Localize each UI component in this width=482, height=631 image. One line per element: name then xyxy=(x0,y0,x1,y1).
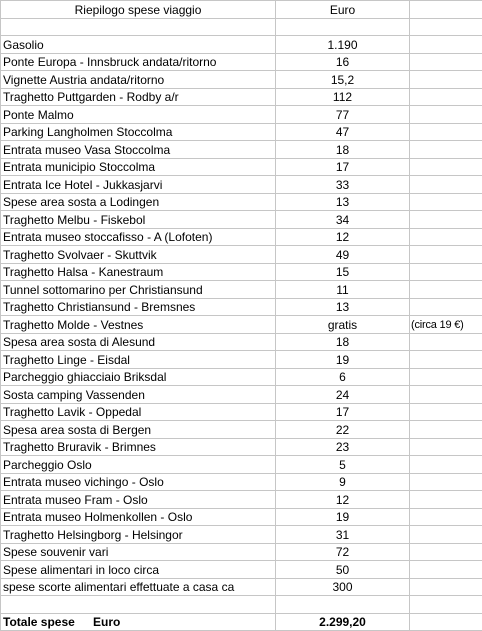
table-row xyxy=(1,53,482,71)
table-row xyxy=(1,421,482,439)
expense-amount[interactable]: 31 xyxy=(276,526,410,544)
expense-amount[interactable]: 19 xyxy=(276,351,410,369)
expense-description[interactable]: spese scorte alimentari effettuate a casa ca xyxy=(1,578,276,596)
table-row xyxy=(1,71,482,89)
expense-amount[interactable]: 33 xyxy=(276,176,410,194)
empty-cell[interactable] xyxy=(410,596,482,614)
empty-cell[interactable] xyxy=(410,18,482,36)
expense-note[interactable] xyxy=(410,193,482,211)
table-row xyxy=(1,123,482,141)
table-row xyxy=(1,368,482,386)
table-row xyxy=(1,36,482,54)
expense-note[interactable] xyxy=(410,403,482,421)
expense-note[interactable] xyxy=(410,123,482,141)
expense-amount[interactable]: 19 xyxy=(276,508,410,526)
expense-amount[interactable]: 72 xyxy=(276,543,410,561)
empty-cell[interactable] xyxy=(276,596,410,614)
expense-note[interactable] xyxy=(410,508,482,526)
expense-note[interactable] xyxy=(410,351,482,369)
expense-amount[interactable]: 12 xyxy=(276,228,410,246)
expense-amount[interactable]: 17 xyxy=(276,158,410,176)
expense-note[interactable] xyxy=(410,228,482,246)
expense-description[interactable]: Traghetto Svolvaer - Skuttvik xyxy=(1,246,276,264)
expense-amount[interactable]: 50 xyxy=(276,561,410,579)
table-row xyxy=(1,176,482,194)
expense-amount[interactable]: 112 xyxy=(276,88,410,106)
table-row xyxy=(1,403,482,421)
expense-description[interactable]: Entrata museo Holmenkollen - Oslo xyxy=(1,508,276,526)
table-row xyxy=(1,228,482,246)
table-row xyxy=(1,578,482,596)
expense-amount[interactable]: 18 xyxy=(276,141,410,159)
table-row xyxy=(1,88,482,106)
expense-description[interactable]: Ponte Europa - Innsbruck andata/ritorno xyxy=(1,53,276,71)
expense-description[interactable]: Traghetto Lavik - Oppedal xyxy=(1,403,276,421)
table-row xyxy=(1,141,482,159)
table-row xyxy=(1,491,482,509)
table-row xyxy=(1,543,482,561)
expense-amount[interactable]: 18 xyxy=(276,333,410,351)
table-row xyxy=(1,211,482,229)
expense-note[interactable] xyxy=(410,473,482,491)
empty-cell[interactable] xyxy=(1,18,276,36)
header-row xyxy=(1,1,482,19)
expense-description[interactable]: Traghetto Halsa - Kanestraum xyxy=(1,263,276,281)
expense-amount[interactable]: 16 xyxy=(276,53,410,71)
blank-row xyxy=(1,18,482,36)
expense-description[interactable]: Entrata museo vichingo - Oslo xyxy=(1,473,276,491)
table-row xyxy=(1,193,482,211)
table-row xyxy=(1,386,482,404)
expense-description[interactable]: Entrata Ice Hotel - Jukkasjarvi xyxy=(1,176,276,194)
expense-note[interactable] xyxy=(410,211,482,229)
expense-amount[interactable]: 22 xyxy=(276,421,410,439)
table-row xyxy=(1,526,482,544)
sheet-title[interactable]: Riepilogo spese viaggio xyxy=(1,1,276,19)
expense-description[interactable]: Spese souvenir vari xyxy=(1,543,276,561)
expense-note[interactable] xyxy=(410,158,482,176)
table-row xyxy=(1,316,482,334)
expense-description[interactable]: Entrata museo Vasa Stoccolma xyxy=(1,141,276,159)
expense-amount[interactable]: 13 xyxy=(276,298,410,316)
blank-row xyxy=(1,596,482,614)
expense-description[interactable]: Traghetto Linge - Eisdal xyxy=(1,351,276,369)
expense-description[interactable]: Tunnel sottomarino per Christiansund xyxy=(1,281,276,299)
table-row xyxy=(1,456,482,474)
expense-note[interactable] xyxy=(410,246,482,264)
expense-amount[interactable]: gratis xyxy=(276,316,410,334)
expense-note[interactable] xyxy=(410,106,482,124)
table-row xyxy=(1,158,482,176)
expense-amount[interactable]: 12 xyxy=(276,491,410,509)
table-row xyxy=(1,508,482,526)
expense-note[interactable] xyxy=(410,456,482,474)
table-row xyxy=(1,438,482,456)
table-row xyxy=(1,561,482,579)
expense-amount[interactable]: 300 xyxy=(276,578,410,596)
expense-description[interactable]: Parcheggio Oslo xyxy=(1,456,276,474)
expense-amount[interactable]: 34 xyxy=(276,211,410,229)
expense-note[interactable] xyxy=(410,438,482,456)
expense-amount[interactable]: 47 xyxy=(276,123,410,141)
expense-note[interactable] xyxy=(410,421,482,439)
expense-description[interactable]: Entrata museo Fram - Oslo xyxy=(1,491,276,509)
expense-description[interactable]: Parking Langholmen Stoccolma xyxy=(1,123,276,141)
expense-note[interactable] xyxy=(410,578,482,596)
expense-description[interactable]: Parcheggio ghiacciaio Briksdal xyxy=(1,368,276,386)
expense-sheet-body xyxy=(1,1,482,631)
table-row xyxy=(1,263,482,281)
table-row xyxy=(1,333,482,351)
expense-description[interactable]: Entrata municipio Stoccolma xyxy=(1,158,276,176)
expense-amount[interactable]: 17 xyxy=(276,403,410,421)
expense-description[interactable]: Gasolio xyxy=(1,36,276,54)
expense-note[interactable] xyxy=(410,53,482,71)
expense-note[interactable] xyxy=(410,491,482,509)
expense-note[interactable] xyxy=(410,71,482,89)
expense-amount[interactable]: 77 xyxy=(276,106,410,124)
expense-note[interactable] xyxy=(410,386,482,404)
empty-cell[interactable] xyxy=(410,1,482,19)
empty-cell[interactable] xyxy=(276,18,410,36)
expense-description[interactable]: Spese area sosta a Lodingen xyxy=(1,193,276,211)
total-amount[interactable]: 2.299,20 xyxy=(276,613,410,631)
expense-amount[interactable]: 9 xyxy=(276,473,410,491)
currency-header[interactable]: Euro xyxy=(276,1,410,19)
expense-note[interactable] xyxy=(410,281,482,299)
expense-amount[interactable]: 13 xyxy=(276,193,410,211)
table-row xyxy=(1,106,482,124)
expense-note[interactable] xyxy=(410,526,482,544)
expense-description[interactable]: Traghetto Melbu - Fiskebol xyxy=(1,211,276,229)
expense-note[interactable]: (circa 19 €) xyxy=(410,316,482,334)
table-row xyxy=(1,246,482,264)
expense-amount[interactable]: 15 xyxy=(276,263,410,281)
expense-amount[interactable]: 11 xyxy=(276,281,410,299)
expense-note[interactable] xyxy=(410,36,482,54)
empty-cell[interactable] xyxy=(1,596,276,614)
expense-description[interactable]: Sosta camping Vassenden xyxy=(1,386,276,404)
empty-cell[interactable] xyxy=(410,613,482,631)
expense-note[interactable] xyxy=(410,176,482,194)
expense-description[interactable]: Traghetto Helsingborg - Helsingor xyxy=(1,526,276,544)
expense-note[interactable] xyxy=(410,333,482,351)
expense-amount[interactable]: 1.190 xyxy=(276,36,410,54)
table-row xyxy=(1,351,482,369)
expense-description[interactable]: Vignette Austria andata/ritorno xyxy=(1,71,276,89)
expense-note[interactable] xyxy=(410,298,482,316)
expense-description[interactable]: Entrata museo stoccafisso - A (Lofoten) xyxy=(1,228,276,246)
expense-amount[interactable]: 5 xyxy=(276,456,410,474)
expense-amount[interactable]: 23 xyxy=(276,438,410,456)
expense-amount[interactable]: 15,2 xyxy=(276,71,410,89)
expense-description[interactable]: Spese alimentari in loco circa xyxy=(1,561,276,579)
expense-note[interactable] xyxy=(410,141,482,159)
expense-description[interactable]: Spesa area sosta di Bergen xyxy=(1,421,276,439)
total-currency: Euro xyxy=(93,615,120,629)
table-row xyxy=(1,281,482,299)
expense-description[interactable]: Spesa area sosta di Alesund xyxy=(1,333,276,351)
expense-description[interactable]: Traghetto Christiansund - Bremsnes xyxy=(1,298,276,316)
expense-note[interactable] xyxy=(410,368,482,386)
expense-amount[interactable]: 24 xyxy=(276,386,410,404)
expense-note[interactable] xyxy=(410,263,482,281)
expense-note[interactable] xyxy=(410,561,482,579)
table-row xyxy=(1,473,482,491)
expense-description[interactable]: Traghetto Puttgarden - Rodby a/r xyxy=(1,88,276,106)
total-label: Totale spese xyxy=(3,615,93,630)
expense-note[interactable] xyxy=(410,88,482,106)
expense-description[interactable]: Ponte Malmo xyxy=(1,106,276,124)
expense-amount[interactable]: 6 xyxy=(276,368,410,386)
total-row xyxy=(1,613,482,631)
total-label-cell[interactable] xyxy=(1,613,276,631)
expense-description[interactable]: Traghetto Bruravik - Brimnes xyxy=(1,438,276,456)
expense-description[interactable]: Traghetto Molde - Vestnes xyxy=(1,316,276,334)
expense-note[interactable] xyxy=(410,543,482,561)
expense-amount[interactable]: 49 xyxy=(276,246,410,264)
table-row xyxy=(1,298,482,316)
